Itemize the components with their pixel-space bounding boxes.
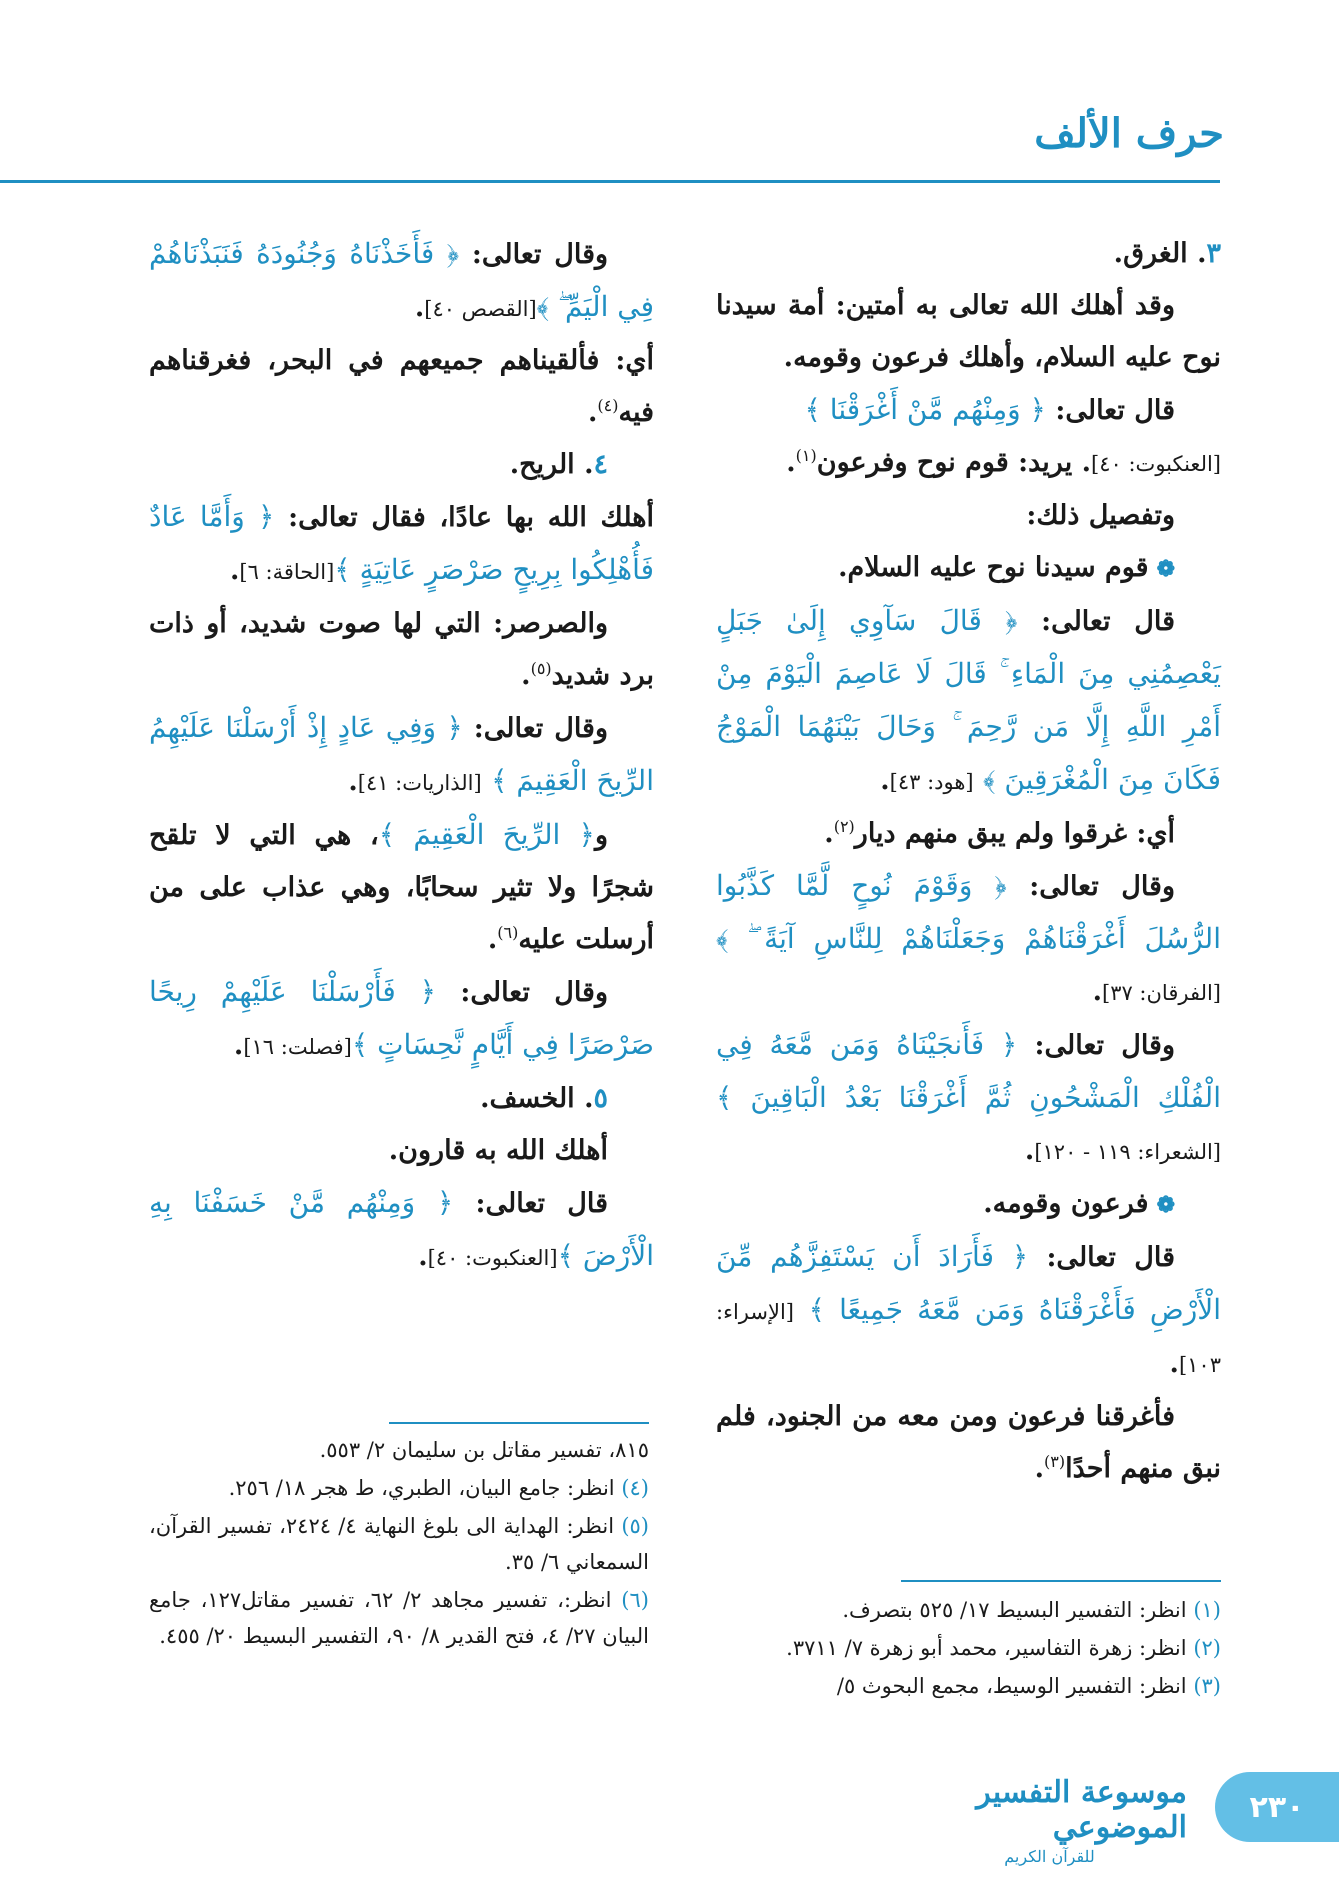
footnote-text: انظر: جامع البيان، الطبري، ط هجر ١٨/ ٢٥٦. <box>228 1476 615 1500</box>
footnote-marker: (٦) <box>497 923 519 942</box>
quran-verse: ﴿ قَالَ سَآوِي إِلَىٰ جَبَلٍ يَعْصِمُنِي مِنَ الْمَاءِ ۚ قَالَ لَا عَاصِمَ الْيَوْمَ مِنْ أَمْرِ اللَّهِ إِلَّا مَن رَّحِمَ ۚ وَحَالَ بَيْنَهُمَا الْمَوْجُ فَكَانَ مِنَ الْمُغْرَقِينَ ﴾ <box>716 604 1221 796</box>
quran-verse: ﴿ فَأَرَادَ أَن يَسْتَفِزَّهُم مِّنَ الْأَرْضِ فَأَغْرَقْنَاهُ وَمَن مَّعَهُ جَمِيعًا ﴾ <box>716 1240 1221 1326</box>
verse-reference: [الحاقة: ٦] <box>239 560 335 584</box>
page-number: ٢٣٠ <box>1249 1789 1305 1825</box>
footnote-number: (٢) <box>1193 1636 1221 1660</box>
section-title: . الريح. <box>509 449 594 480</box>
footnote-marker: (٥) <box>530 659 552 678</box>
quran-verse: ﴿ وَقَوْمَ نُوحٍ لَّمَّا كَذَّبُوا الرُّسُلَ أَغْرَقْنَاهُمْ وَجَعَلْنَاهُمْ لِلنَّاسِ آيَةً ۖ ﴾ <box>716 869 1221 955</box>
left-column <box>149 228 654 1284</box>
verse-intro: قال تعالى: <box>1041 606 1176 637</box>
verse-paragraph: وقال تعالى: ﴿ فَأَخَذْنَاهُ وَجُنُودَهُ فَنَبَذْنَاهُمْ فِي الْيَمِّ ۖ ﴾[القصص ٤٠]. <box>149 237 654 323</box>
footnote-item <box>149 1470 649 1506</box>
footnotes-left <box>149 1432 649 1656</box>
paragraph: والصرصر: التي لها صوت شديد، أو ذات برد شديد$^{(٥)}$. <box>149 608 654 691</box>
footnote-item <box>149 1432 649 1468</box>
verse-intro: قال تعالى: <box>1046 1242 1175 1273</box>
verse-reference: [الإسراء: ١٠٣] <box>716 1300 1221 1377</box>
section-number: ٥ <box>593 1083 608 1114</box>
footnote-number: (٥) <box>621 1514 649 1538</box>
footnote-divider-left <box>389 1422 649 1424</box>
bullet-text: فرعون وقومه. <box>983 1188 1149 1219</box>
verse-reference: [القصص ٤٠] <box>424 297 537 321</box>
footnote-text: انظر:، تفسير مجاهد ٢/ ٦٢، تفسير مقاتل١٢٧، جامع البيان ٢٧/ ٤، فتح القدير ٨/ ٩٠، التفسير البسيط ٢٠/ ٤٥٥. <box>149 1588 649 1648</box>
flower-bullet-icon: ❁ <box>1156 1192 1175 1218</box>
paragraph: [العنكبوت: ٤٠]. يريد: قوم نوح وفرعون$^{(١)}$. <box>786 446 1221 478</box>
paragraph-text: فأغرقنا فرعون ومن معه من الجنود، فلم نبق منهم أحدًا <box>716 1401 1221 1484</box>
paragraph: أي: غرقوا ولم يبق منهم ديار$^{(٢)}$. <box>824 817 1175 849</box>
footnote-item <box>716 1592 1221 1628</box>
section-5-heading <box>149 1073 654 1125</box>
section-3-heading <box>716 228 1221 280</box>
bullet-heading <box>716 542 1221 595</box>
footnote-marker: (١) <box>795 446 817 465</box>
footnote-item <box>716 1630 1221 1666</box>
verse-reference: [الفرقان: ٣٧] <box>1101 981 1221 1005</box>
verse-intro: وقال تعالى: <box>471 239 609 270</box>
verse-paragraph <box>716 384 1221 437</box>
footnote-number: (٦) <box>621 1588 649 1612</box>
quran-verse: ﴿ وَفِي عَادٍ إِذْ أَرْسَلْنَا عَلَيْهِمُ الرِّيحَ الْعَقِيمَ ﴾ <box>149 711 654 797</box>
footnote-marker: (٤) <box>597 396 619 415</box>
quran-verse: ﴿ وَمِنْهُم مَّنْ خَسَفْنَا بِهِ الْأَرْضَ ﴾ <box>149 1186 654 1272</box>
verse-reference: [فصلت: ١٦] <box>243 1035 352 1059</box>
verse-paragraph: قال تعالى: ﴿ قَالَ سَآوِي إِلَىٰ جَبَلٍ يَعْصِمُنِي مِنَ الْمَاءِ ۚ قَالَ لَا عَاصِمَ الْيَوْمَ مِنْ أَمْرِ اللَّهِ إِلَّا مَن رَّحِمَ ۚ وَحَالَ بَيْنَهُمَا الْمَوْجُ فَكَانَ مِنَ الْمُغْرَقِينَ ﴾ [هود: ٤٣]. <box>716 604 1221 796</box>
paragraph-text: والصرصر: التي لها صوت شديد، أو ذات برد شديد <box>149 608 654 691</box>
verse-paragraph: وقال تعالى: ﴿ فَأَرْسَلْنَا عَلَيْهِمْ رِيحًا صَرْصَرًا فِي أَيَّامٍ نَّحِسَاتٍ ﴾[فصلت: ١٦]. <box>149 975 654 1061</box>
footnote-item <box>149 1508 649 1580</box>
section-number: ٤ <box>593 449 608 480</box>
quran-verse: ﴿ وَمِنْهُم مَّنْ أَغْرَقْنَا ﴾ <box>804 393 1046 426</box>
paragraph-text: . يريد: قوم نوح وفرعون <box>816 447 1092 478</box>
paragraph-text: أي: غرقوا ولم يبق منهم ديار <box>854 818 1175 849</box>
verse-intro: وقال تعالى: <box>1034 1030 1175 1061</box>
encyclopedia-logo <box>912 1775 1187 1865</box>
section-title: . الغرق. <box>1113 238 1207 269</box>
quran-verse: ﴿ وَأَمَّا عَادٌ فَأُهْلِكُوا بِرِيحٍ صَرْصَرٍ عَاتِيَةٍ ﴾ <box>149 500 654 586</box>
verse-reference: [هود: ٤٣] <box>889 770 974 794</box>
verse-intro: وقال تعالى: <box>473 713 608 744</box>
paragraph-text: أهلك الله بها عادًا، فقال تعالى: <box>288 502 654 533</box>
verse-intro: وقال تعالى: <box>1029 871 1175 902</box>
verse-reference: [الذاريات: ٤١] <box>357 771 482 795</box>
verse-intro: قال تعالى: <box>475 1188 608 1219</box>
paragraph: أهلك الله به قارون. <box>388 1135 608 1166</box>
logo-subtitle: للقرآن الكريم <box>1004 1846 1095 1866</box>
verse-paragraph: وقال تعالى: ﴿ فَأَنجَيْنَاهُ وَمَن مَّعَهُ فِي الْفُلْكِ الْمَشْحُونِ ثُمَّ أَغْرَقْنَا بَعْدُ الْبَاقِينَ ﴾ [الشعراء: ١١٩ - ١٢٠]. <box>716 1028 1221 1166</box>
paragraph-text: ، هي التي لا تلقح شجرًا ولا تثير سحابًا، وهي عذاب على من أرسلت عليه <box>149 820 654 955</box>
footnote-divider-right <box>901 1580 1221 1582</box>
section-4-heading <box>149 439 654 491</box>
verse-paragraph: أهلك الله بها عادًا، فقال تعالى: ﴿ وَأَمَّا عَادٌ فَأُهْلِكُوا بِرِيحٍ صَرْصَرٍ عَاتِيَةٍ ﴾[الحاقة: ٦]. <box>149 500 654 586</box>
quran-verse: ﴿ فَأَرْسَلْنَا عَلَيْهِمْ رِيحًا صَرْصَرًا فِي أَيَّامٍ نَّحِسَاتٍ ﴾ <box>149 975 654 1061</box>
footnote-text: انظر: الهداية الى بلوغ النهاية ٤/ ٢٤٢٤، تفسير القرآن، السمعاني ٦/ ٣٥. <box>149 1514 649 1574</box>
paragraph-text: و <box>594 820 608 851</box>
paragraph: أي: فألقيناهم جميعهم في البحر، فغرقناهم فيه$^{(٤)}$. <box>149 345 654 428</box>
section-title: . الخسف. <box>480 1083 594 1114</box>
quran-verse: ﴿ الرِّيحَ الْعَقِيمَ ﴾ <box>378 818 595 851</box>
paragraph: وتفصيل ذلك: <box>1026 500 1175 531</box>
paragraph: وقد أهلك الله تعالى به أمتين: أمة سيدنا نوح عليه السلام، وأهلك فرعون وقومه. <box>716 290 1221 373</box>
verse-paragraph: وقال تعالى: ﴿ وَفِي عَادٍ إِذْ أَرْسَلْنَا عَلَيْهِمُ الرِّيحَ الْعَقِيمَ ﴾ [الذاريات: ٤١]. <box>149 711 654 797</box>
verse-paragraph: قال تعالى: ﴿ فَأَرَادَ أَن يَسْتَفِزَّهُم مِّنَ الْأَرْضِ فَأَغْرَقْنَاهُ وَمَن مَّعَهُ جَمِيعًا ﴾ [الإسراء: ١٠٣]. <box>716 1240 1221 1379</box>
footnote-item <box>716 1668 1221 1704</box>
right-column <box>716 228 1221 1495</box>
verse-reference: [العنكبوت: ٤٠] <box>427 1246 558 1270</box>
verse-paragraph: وقال تعالى: ﴿ وَقَوْمَ نُوحٍ لَّمَّا كَذَّبُوا الرُّسُلَ أَغْرَقْنَاهُمْ وَجَعَلْنَاهُمْ لِلنَّاسِ آيَةً ۖ ﴾ [الفرقان: ٣٧]. <box>716 869 1221 1007</box>
footnote-text: انظر: التفسير البسيط ١٧/ ٥٢٥ بتصرف. <box>842 1598 1187 1622</box>
paragraph: فأغرقنا فرعون ومن معه من الجنود، فلم نبق منهم أحدًا$^{(٣)}$. <box>716 1401 1221 1484</box>
verse-reference: [الشعراء: ١١٩ - ١٢٠] <box>1034 1140 1221 1164</box>
footnote-number: (١) <box>1193 1598 1221 1622</box>
page-number-badge <box>1215 1772 1339 1842</box>
footnote-number: (٤) <box>621 1476 649 1500</box>
footnote-text: انظر: التفسير الوسيط، مجمع البحوث ٥/ <box>836 1674 1187 1698</box>
paragraph: و﴿ الرِّيحَ الْعَقِيمَ ﴾، هي التي لا تلقح شجرًا ولا تثير سحابًا، وهي عذاب على من أرسلت عليه$^{(٦)}$. <box>149 818 654 955</box>
footnote-number: (٣) <box>1193 1674 1221 1698</box>
bullet-heading <box>716 1178 1221 1231</box>
verse-intro: وقال تعالى: <box>460 977 608 1008</box>
flower-bullet-icon: ❁ <box>1156 556 1175 582</box>
footnotes-right <box>716 1592 1221 1706</box>
paragraph-text: أي: فألقيناهم جميعهم في البحر، فغرقناهم فيه <box>149 345 654 428</box>
verse-paragraph: قال تعالى: ﴿ وَمِنْهُم مَّنْ خَسَفْنَا بِهِ الْأَرْضَ ﴾[العنكبوت: ٤٠]. <box>149 1186 654 1272</box>
footnote-item <box>149 1582 649 1654</box>
verse-reference: [العنكبوت: ٤٠] <box>1091 452 1221 476</box>
section-number: ٣ <box>1206 238 1221 269</box>
quran-verse: ﴿ فَأَخَذْنَاهُ وَجُنُودَهُ فَنَبَذْنَاهُمْ فِي الْيَمِّ ۖ ﴾ <box>149 237 654 323</box>
logo-title: موسوعة التفسير الموضوعي <box>976 1774 1187 1845</box>
bullet-text: قوم سيدنا نوح عليه السلام. <box>838 552 1149 583</box>
footnote-marker: (٣) <box>1044 1452 1066 1471</box>
quran-verse: ﴿ فَأَنجَيْنَاهُ وَمَن مَّعَهُ فِي الْفُلْكِ الْمَشْحُونِ ثُمَّ أَغْرَقْنَا بَعْدُ الْبَاقِينَ ﴾ <box>716 1028 1221 1114</box>
footnote-marker: (٢) <box>833 817 855 836</box>
header-divider <box>0 180 1220 183</box>
page-header-title: حرف الألف <box>1034 110 1224 157</box>
footnote-text: انظر: زهرة التفاسير، محمد أبو زهرة ٧/ ٣٧١١. <box>786 1636 1187 1660</box>
footnote-text: ٨١٥، تفسير مقاتل بن سليمان ٢/ ٥٥٣. <box>319 1438 649 1462</box>
verse-intro: قال تعالى: <box>1055 395 1175 426</box>
